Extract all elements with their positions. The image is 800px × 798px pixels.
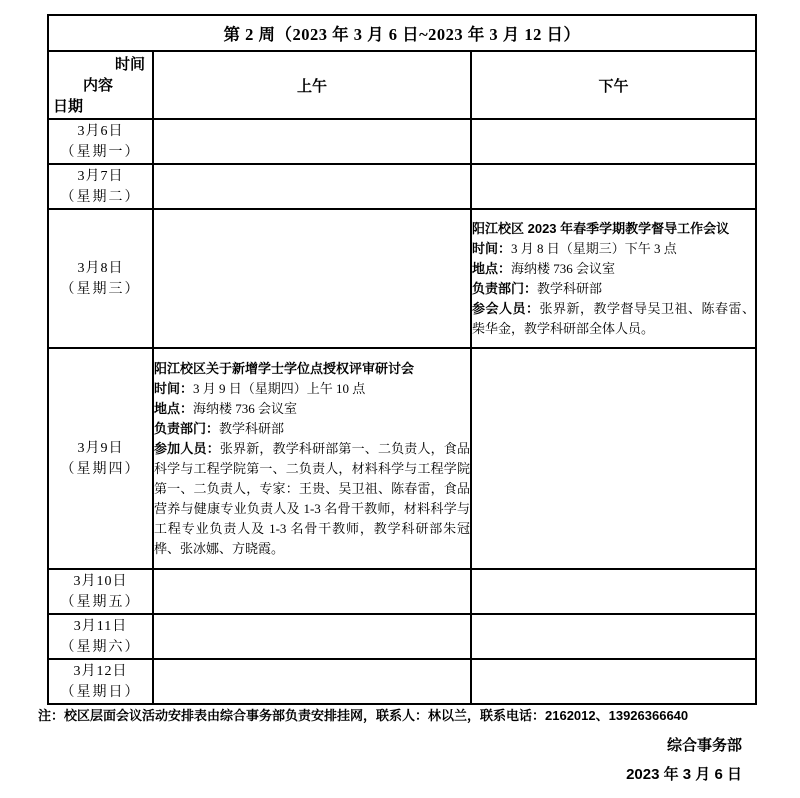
- cell-mar7-pm: [471, 164, 756, 209]
- signature-department: 综合事务部: [666, 737, 742, 754]
- event-heading: 阳江校区关于新增学士学位点授权评审研讨会: [154, 360, 415, 376]
- event-attendees-line: 参加人员：张界新，教学科研部第一、二负责人，食品科学与工程学院第一、二负责人，材料科学与工程学院第一、二负责人，专家：王贵、吴卫祖、陈春雷，食品营养与健康专业负责人及 1-3 名骨干教师，材料科学与工程专业负责人及 1-3 名骨干教师，教学科研部朱冠桦、张冰娜、方晓霞。: [154, 440, 470, 556]
- corner-header-cell: [48, 51, 153, 119]
- table-row-mar7: [48, 164, 756, 209]
- date-label: 3月9日: [77, 440, 124, 456]
- signature-date: 2023 年 3 月 6 日: [626, 766, 742, 783]
- date-cell-mar11: [48, 614, 153, 659]
- event-department-line: 负责部门：教学科研部: [154, 420, 285, 436]
- title-row: [48, 15, 756, 51]
- date-label: 3月12日: [73, 663, 128, 679]
- date-cell-mar7: [48, 164, 153, 209]
- weekday-label: （星期四）: [60, 461, 141, 477]
- footnote: 注：校区层面会议活动安排表由综合事务部负责安排挂网，联系人：林以兰，联系电话：2162012、13926366640: [38, 708, 689, 723]
- header-row: [48, 51, 756, 119]
- cell-mar9-pm: [471, 348, 756, 569]
- corner-label-content: 内容: [83, 76, 114, 94]
- cell-mar6-am: [153, 119, 471, 164]
- column-header-morning: 上午: [153, 51, 471, 119]
- cell-mar11-pm: [471, 614, 756, 659]
- event-attendees-line: 参会人员：张界新，教学督导吴卫祖、陈春雷、柴华金，教学科研部全体人员。: [472, 300, 756, 336]
- date-label: 3月11日: [73, 618, 128, 634]
- date-cell-mar6: [48, 119, 153, 164]
- week-title: 第 2 周（2023 年 3 月 6 日~2023 年 3 月 12 日）: [48, 15, 756, 51]
- date-label: 3月10日: [73, 573, 128, 589]
- table-row-mar12: [48, 659, 756, 704]
- weekday-label: （星期二）: [60, 189, 141, 205]
- event-time-line: 时间：3 月 8 日（星期三）下午 3 点: [472, 240, 677, 256]
- weekday-label: （星期三）: [60, 281, 141, 297]
- date-label: 3月8日: [77, 260, 124, 276]
- weekday-label: （星期日）: [60, 684, 141, 700]
- cell-mar8-pm-event: [471, 209, 756, 348]
- corner-label-date: 日期: [53, 97, 84, 115]
- weekday-label: （星期五）: [60, 594, 141, 610]
- table-row-mar9: [48, 348, 756, 569]
- cell-mar6-pm: [471, 119, 756, 164]
- date-label: 3月6日: [77, 123, 124, 139]
- cell-mar8-am: [153, 209, 471, 348]
- cell-mar11-am: [153, 614, 471, 659]
- event-time-line: 时间：3 月 9 日（星期四）上午 10 点: [154, 380, 366, 396]
- table-row-mar11: [48, 614, 756, 659]
- cell-mar10-am: [153, 569, 471, 614]
- event-heading: 阳江校区 2023 年春季学期教学督导工作会议: [472, 220, 730, 236]
- event-location-line: 地点：海纳楼 736 会议室: [154, 400, 298, 416]
- weekday-label: （星期六）: [60, 639, 141, 655]
- table-row-mar10: [48, 569, 756, 614]
- column-header-afternoon: 下午: [471, 51, 756, 119]
- date-label: 3月7日: [77, 168, 124, 184]
- date-cell-mar12: [48, 659, 153, 704]
- weekday-label: （星期一）: [60, 144, 141, 160]
- date-cell-mar8: [48, 209, 153, 348]
- event-department-line: 负责部门：教学科研部: [472, 280, 603, 296]
- cell-mar7-am: [153, 164, 471, 209]
- date-cell-mar9: [48, 348, 153, 569]
- weekly-schedule-table: [47, 14, 757, 705]
- table-row-mar6: [48, 119, 756, 164]
- cell-mar12-pm: [471, 659, 756, 704]
- cell-mar12-am: [153, 659, 471, 704]
- event-location-line: 地点：海纳楼 736 会议室: [472, 260, 616, 276]
- date-cell-mar10: [48, 569, 153, 614]
- table-row-mar8: [48, 209, 756, 348]
- cell-mar10-pm: [471, 569, 756, 614]
- corner-label-time: 时间: [114, 55, 145, 73]
- signature-block: [626, 731, 742, 789]
- cell-mar9-am-event: [153, 348, 471, 569]
